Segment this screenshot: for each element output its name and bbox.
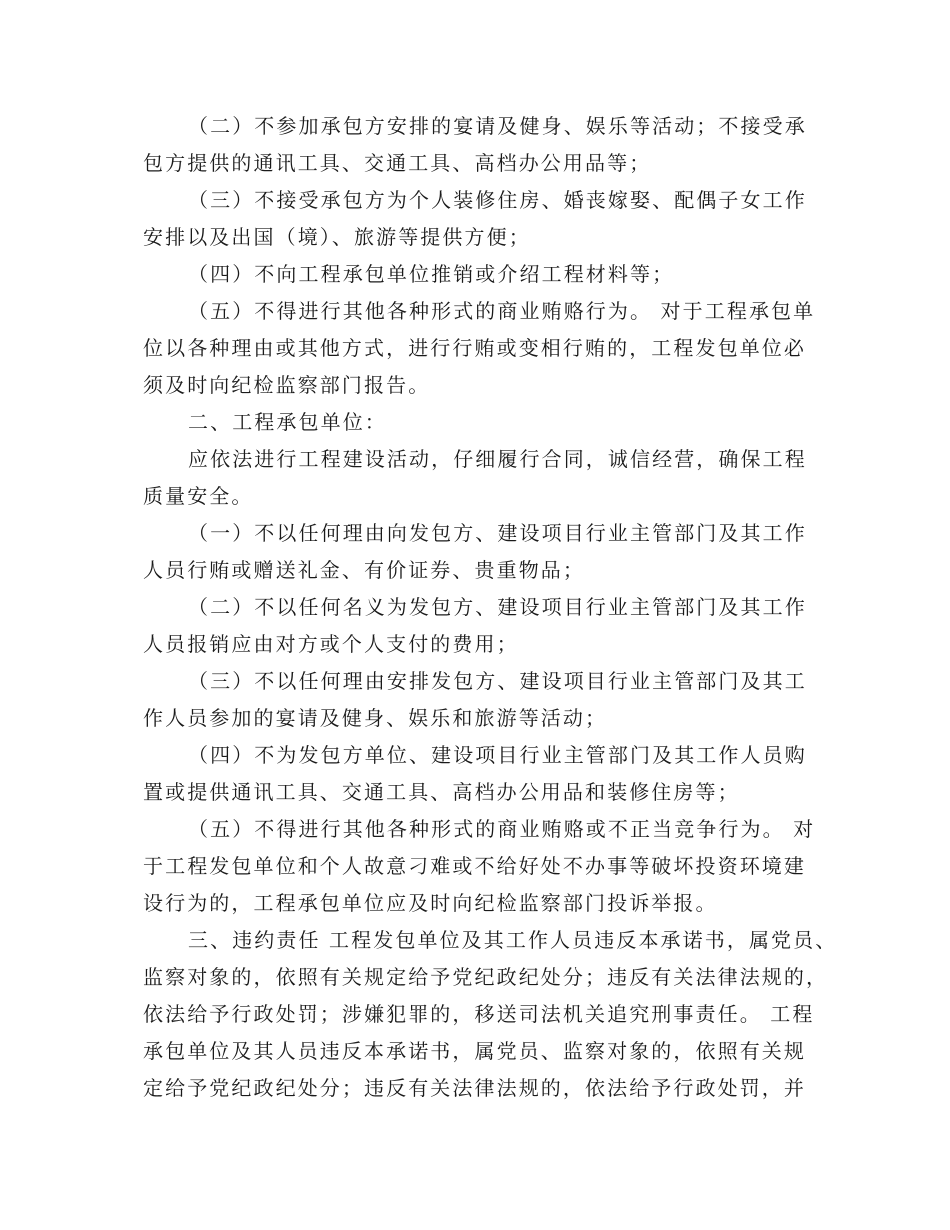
text-line: （五）不得进行其他各种形式的商业贿赂行为。 对于工程承包单 — [188, 299, 816, 323]
text-line: （三）不以任何理由安排发包方、建设项目行业主管部门及其工 — [188, 669, 807, 693]
text-line: （三）不接受承包方为个人装修住房、婚丧嫁娶、配偶子女工作 — [188, 188, 807, 212]
text-line: 人员行贿或赠送礼金、有价证券、贵重物品； — [143, 558, 585, 582]
text-line: 应依法进行工程建设活动，仔细履行合同，诚信经营，确保工程 — [188, 447, 807, 471]
text-line: 作人员参加的宴请及健身、娱乐和旅游等活动； — [143, 706, 608, 730]
text-line: （二）不参加承包方安排的宴请及健身、娱乐等活动；不接受承 — [188, 114, 807, 138]
text-line: 须及时向纪检监察部门报告。 — [143, 373, 431, 397]
section-heading: 二、工程承包单位： — [188, 410, 387, 434]
text-line: （二）不以任何名义为发包方、建设项目行业主管部门及其工作 — [188, 595, 807, 619]
text-line: 置或提供通讯工具、交通工具、高档办公用品和装修住房等； — [143, 780, 740, 804]
text-line: 人员报销应由对方或个人支付的费用； — [143, 632, 519, 656]
text-line: 质量安全。 — [143, 484, 254, 508]
text-line: （四）不向工程承包单位推销或介绍工程材料等； — [188, 262, 675, 286]
text-line: （五）不得进行其他各种形式的商业贿赂或不正当竞争行为。 对 — [188, 817, 816, 841]
text-line: 位以各种理由或其他方式，进行行贿或变相行贿的，工程发包单位必 — [143, 336, 806, 360]
text-line: 于工程发包单位和个人故意刁难或不给好处不办事等破坏投资环境建 — [143, 854, 806, 878]
text-line: 设行为的，工程承包单位应及时向纪检监察部门投诉举报。 — [143, 891, 718, 915]
text-line: 安排以及出国（境）、旅游等提供方便； — [143, 225, 531, 249]
text-line: 定给予党纪政纪处分；违反有关法律法规的，依法给予行政处罚，并 — [143, 1076, 806, 1100]
text-line: （四）不为发包方单位、建设项目行业主管部门及其工作人员购 — [188, 743, 807, 767]
text-line: 监察对象的，依照有关规定给予党纪政纪处分；违反有关法律法规的， — [143, 965, 829, 989]
section-heading: 三、违约责任 工程发包单位及其工作人员违反本承诺书，属党员、 — [188, 928, 838, 952]
text-line: 依法给予行政处罚；涉嫌犯罪的，移送司法机关追究刑事责任。 工程 — [143, 1002, 815, 1026]
text-line: 包方提供的通讯工具、交通工具、高档办公用品等； — [143, 151, 652, 175]
text-line: 承包单位及其人员违反本承诺书，属党员、监察对象的，依照有关规 — [143, 1039, 806, 1063]
text-line: （一）不以任何理由向发包方、建设项目行业主管部门及其工作 — [188, 521, 807, 545]
